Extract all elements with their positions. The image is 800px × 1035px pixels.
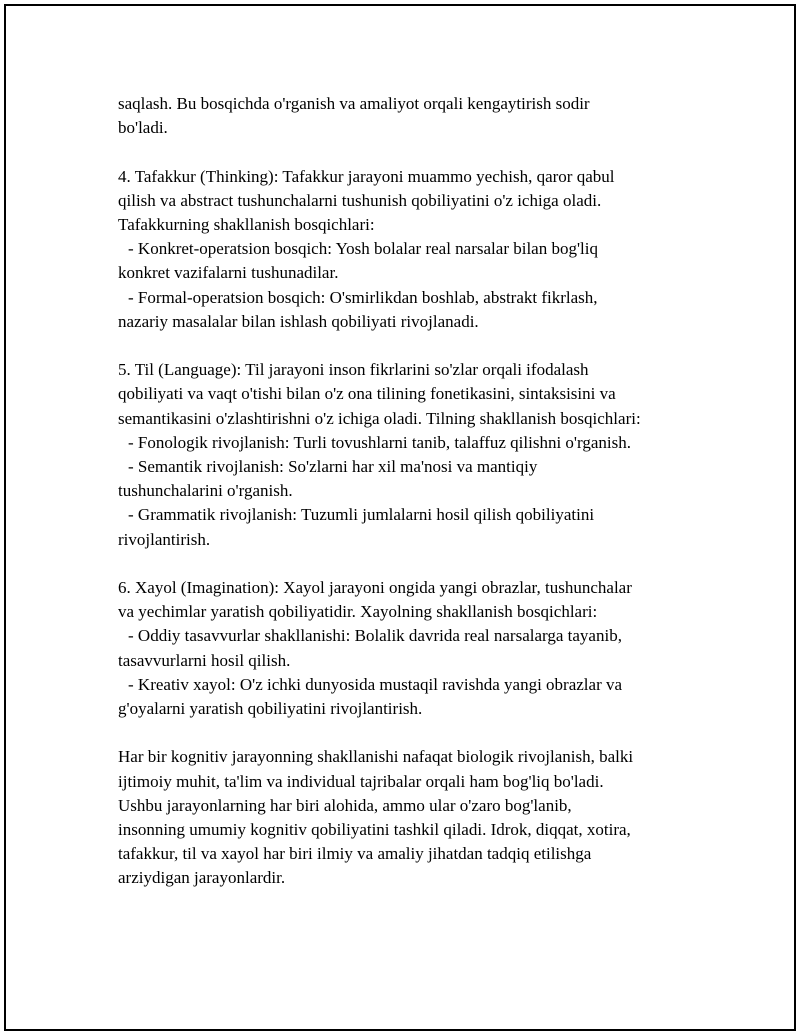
text-line: tafakkur, til va xayol har biri ilmiy va amaliy jihatdan tadqiq etilishga — [118, 844, 592, 864]
text-line: qilish va abstract tushunchalarni tushunish qobiliyatini o'z ichiga oladi. — [118, 190, 602, 210]
text-line: konkret vazifalarni tushunadilar. — [118, 263, 339, 283]
bullet-line: - Oddiy tasavvurlar shakllanishi: Bolalik davrida real narsalarga tayanib, — [128, 626, 622, 646]
text-line: insonning umumiy kognitiv qobiliyatini tashkil qiladi. Idrok, diqqat, xotira, — [118, 820, 631, 840]
bullet-line: - Fonologik rivojlanish: Turli tovushlarni tanib, talaffuz qilishni o'rganish. — [128, 432, 631, 452]
text-line: Tafakkurning shakllanish bosqichlari: — [118, 215, 375, 234]
paragraph-thinking — [118, 165, 698, 334]
text-line: ijtimoiy muhit, ta'lim va individual tajribalar orqali ham bog'liq bo'ladi. — [118, 771, 604, 791]
text-line: g'oyalarni yaratish qobiliyatini rivojlantirish. — [118, 699, 423, 719]
text-line: nazariy masalalar bilan ishlash qobiliyati rivojlanadi. — [118, 311, 479, 331]
paragraph-imagination — [118, 576, 698, 721]
text-line: Ushbu jarayonlarning har biri alohida, ammo ular o'zaro bog'lanib, — [118, 795, 572, 815]
text-line: rivojlantirish. — [118, 529, 211, 549]
text-line: qobiliyati va vaqt o'tishi bilan o'z ona tilining fonetikasini, sintaksisini va — [118, 384, 616, 404]
document-body — [118, 92, 698, 891]
bullet-line: - Kreativ xayol: O'z ichki dunyosida mustaqil ravishda yangi obrazlar va — [128, 674, 623, 694]
bullet-line: - Grammatik rivojlanish: Tuzumli jumlalarni hosil qilish qobiliyatini — [128, 505, 595, 525]
text-line: 4. Tafakkur (Thinking): Tafakkur jarayoni muammo yechish, qaror qabul — [118, 166, 615, 186]
text-line: arziydigan jarayonlardir. — [118, 868, 286, 888]
text-line: saqlash. Bu bosqichda o'rganish va amaliyot orqali kengaytirish sodir — [118, 94, 590, 113]
text-line: bo'ladi. — [118, 118, 168, 138]
bullet-line: - Formal-operatsion bosqich: O'smirlikdan boshlab, abstrakt fikrlash, — [128, 287, 598, 307]
bullet-line: - Semantik rivojlanish: So'zlarni har xil ma'nosi va mantiqiy — [128, 457, 538, 477]
text-line: 6. Xayol (Imagination): Xayol jarayoni ongida yangi obrazlar, tushunchalar — [118, 578, 632, 598]
bullet-line: - Konkret-operatsion bosqich: Yosh bolalar real narsalar bilan bog'liq — [128, 239, 598, 259]
text-line: tasavvurlarni hosil qilish. — [118, 650, 291, 670]
paragraph-conclusion — [118, 745, 698, 890]
text-line: tushunchalarini o'rganish. — [118, 481, 293, 501]
text-line: semantikasini o'zlashtirishni o'z ichiga oladi. Tilning shakllanish bosqichlari: — [118, 408, 641, 428]
paragraph-language — [118, 358, 698, 552]
text-line: Har bir kognitiv jarayonning shakllanishi nafaqat biologik rivojlanish, balki — [118, 747, 634, 767]
text-line: va yechimlar yaratish qobiliyatidir. Xayolning shakllanish bosqichlari: — [118, 602, 598, 622]
text-line: 5. Til (Language): Til jarayoni inson fikrlarini so'zlar orqali ifodalash — [118, 360, 589, 380]
paragraph-continuation — [118, 92, 698, 140]
